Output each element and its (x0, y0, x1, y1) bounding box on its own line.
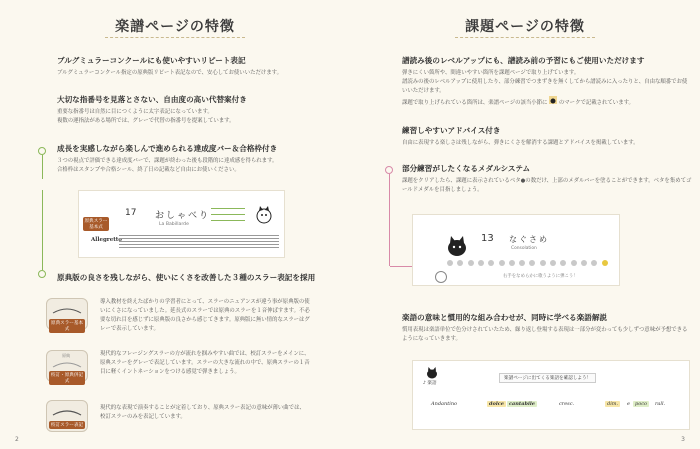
right-sec1-body1: 弾きにくい箇所や、間違いやすい箇所を課題ページで取り上げています。 (402, 70, 580, 76)
term-andantino: Andantino (431, 401, 458, 407)
right-sec2 (402, 125, 692, 148)
medal-ball (581, 260, 587, 266)
score-subtitle: La Babillarde (159, 222, 189, 227)
connector-dot-pink (385, 166, 393, 174)
medal-ball (540, 260, 546, 266)
term-e: e (627, 401, 630, 407)
connector-line-pink (389, 174, 390, 266)
medal-ball (499, 260, 505, 266)
term-cresc: cresc. (559, 401, 575, 407)
score-preview-panel (78, 190, 285, 258)
left-sec2-heading: 大切な指番号を見落とさない、自由度の高い代替案付き (57, 95, 247, 104)
term-dolce: dolce (489, 401, 504, 407)
task-preview-panel (412, 214, 620, 286)
slur2-badge: 校訂・原典併記式 (50, 373, 84, 384)
glossary-terms (425, 393, 675, 423)
cat-mark-icon (549, 96, 557, 104)
right-sec2-heading: 練習しやすいアドバイス付き (402, 126, 501, 135)
right-sec1-heading: 譜読み後のレベルアップにも、譜読み前の予習にもご使用いただけます (402, 56, 645, 65)
left-sec1 (57, 55, 282, 78)
left-sec3-heading: 成長を実感しながら楽しんで進められる達成度バー＆合格枠付き (57, 144, 278, 153)
left-sec2 (57, 94, 247, 126)
medal-ball (488, 260, 494, 266)
slur2-body: 現代的なフレージングスラーの方が流れを掴みやすい曲では、校訂スラーをメインに、原典スラーをグレーで表記しています。スラーの大きな流れの中で、原典スラーの１音目に軽くイントネーションをつける感覚で弾きましょう。 (100, 351, 310, 375)
right-sec1 (402, 55, 692, 108)
medal-ball (519, 260, 525, 266)
slur2-label: 原典 (62, 353, 70, 358)
left-page-title: 楽譜ページの特徴 (0, 16, 350, 36)
task-caption: 右手をなめらかに歌うように弾こう！ (503, 274, 578, 279)
slur1-body: 導入教材を終えたばかりの学習者にとって、スラーのニュアンスが違う事が原典版の使いにくさになっていました。延長式のスラーでは原典のスラーを１音伸ばすます。不必要な切れ目を感じずに原典版の良さから感じてきます。原典版に無い情的なスラーはグレーで表示しています。 (100, 299, 310, 332)
medal-bar (447, 259, 615, 267)
right-sec1-body3: 課題で取り上げられている箇所は、楽譜ページの該当小節に のマークで記載されています。 (402, 96, 692, 108)
right-sec4 (402, 312, 692, 344)
glossary-preview-panel (412, 360, 690, 430)
right-sec1-body2: 譜読みの後のレベルアップに使用したり、部分練習でつまずきを無くしてから譜読みに入ったりと、自由な順番でお使いいただけます。 (402, 79, 688, 94)
score-staff (119, 233, 279, 253)
medal-ball (447, 260, 453, 266)
score-title: おしゃべり (155, 211, 211, 221)
medal-ball (560, 260, 566, 266)
medal-ball (591, 260, 597, 266)
left-page-number: 2 (15, 436, 19, 443)
right-sec3-body: 課題をクリアしたら、課題に表示されているベタ●の数だけ、上部のメダルバーを塗ることができます。ベタを集めてゴールドメダルを目指しましょう。 (402, 178, 692, 193)
cat-icon (425, 367, 439, 379)
medal-counter (435, 271, 447, 283)
medal-ball (457, 260, 463, 266)
slur2-thumbnail (46, 350, 88, 382)
left-sec3-body1: ３つの視点で評価できる達成度バーで、課題が終わった後も段階的に達成感を得られます。 (57, 158, 278, 164)
task-subtitle: Consolation (511, 246, 537, 251)
medal-ball (468, 260, 474, 266)
left-sec2-body2: 複数の運指法がある場所では、グレーで代替の指番号を提案しています。 (57, 118, 235, 124)
right-page-number: 3 (681, 436, 685, 443)
right-page-title: 課題ページの特徴 (350, 16, 700, 36)
medal-ball (571, 260, 577, 266)
slur3-body: 現代的な表現で演奏することが定着しており、原典スラー表記の意味が薄い曲では、校訂スラーのみを表記しています。 (100, 405, 305, 420)
left-sec4 (57, 272, 315, 283)
slur3-thumbnail (46, 400, 88, 432)
right-sec4-body: 慣用表現は楽語単位で色分けされていたため、繰り返し登場する表現は一部分が変わっても少しずつ意味が予想できるようになっていきます。 (402, 327, 688, 342)
glossary-tag: ♪ 楽語 (423, 381, 437, 386)
task-number: 13 (481, 233, 494, 244)
glossary-banner: 楽譜ページに出てくる楽語を確認しよう！ (499, 373, 596, 383)
right-sec3 (402, 163, 692, 195)
left-sec1-body: ブルグミュラーコンクール指定の原典版リピート表記なので、安心してお使いいただけます。 (57, 70, 283, 76)
medal-ball (529, 260, 535, 266)
cat-icon (445, 235, 469, 257)
achievement-bars (211, 205, 245, 223)
connector-dot-2 (38, 270, 46, 278)
score-badge: 原典スラー基本式 (84, 219, 108, 230)
connector-line-2 (42, 190, 43, 270)
task-title: なぐさめ (509, 235, 549, 244)
medal-ball (602, 260, 608, 266)
term-cantabile: cantabile (509, 401, 535, 407)
left-sec3 (57, 143, 277, 175)
term-dim: dim. (607, 401, 619, 407)
term-rall: rall. (655, 401, 666, 407)
slur1-badge: 原典スラー基本式 (50, 321, 84, 332)
score-tempo: Allegretto (91, 237, 122, 243)
left-sec4-heading: 原典版の良さを残しながら、使いにくさを改善した３種のスラー表記を採用 (57, 273, 316, 282)
right-sec2-body: 自由に表現する楽しさは残しながら、弾きにくさを解消する課題とアドバイスを掲載しています。 (402, 140, 639, 146)
medal-ball (550, 260, 556, 266)
score-number: 17 (125, 208, 137, 218)
right-page (350, 0, 700, 449)
connector-line (42, 155, 43, 179)
right-sec3-heading: 部分練習がしたくなるメダルシステム (402, 164, 531, 173)
slur1-thumbnail (46, 298, 88, 330)
left-sec2-body1: 重要な指番号は自然に目につくように太字表記になっています。 (57, 109, 213, 115)
left-sec1-heading: ブルグミュラーコンクールにも使いやすいリピート表記 (57, 56, 246, 65)
right-sec4-heading: 楽語の意味と慣用的な組み合わせが、同時に学べる楽語解説 (402, 313, 608, 322)
medal-ball (478, 260, 484, 266)
term-poco: poco (635, 401, 648, 407)
slur3-badge: 校訂スラー表記 (50, 423, 84, 428)
connector-dot (38, 147, 46, 155)
cat-icon (255, 205, 273, 225)
medal-ball (509, 260, 515, 266)
left-sec3-body2: 合格枠はスタンプや合格シール、終了日の記載など自由にお使いください。 (57, 167, 240, 173)
